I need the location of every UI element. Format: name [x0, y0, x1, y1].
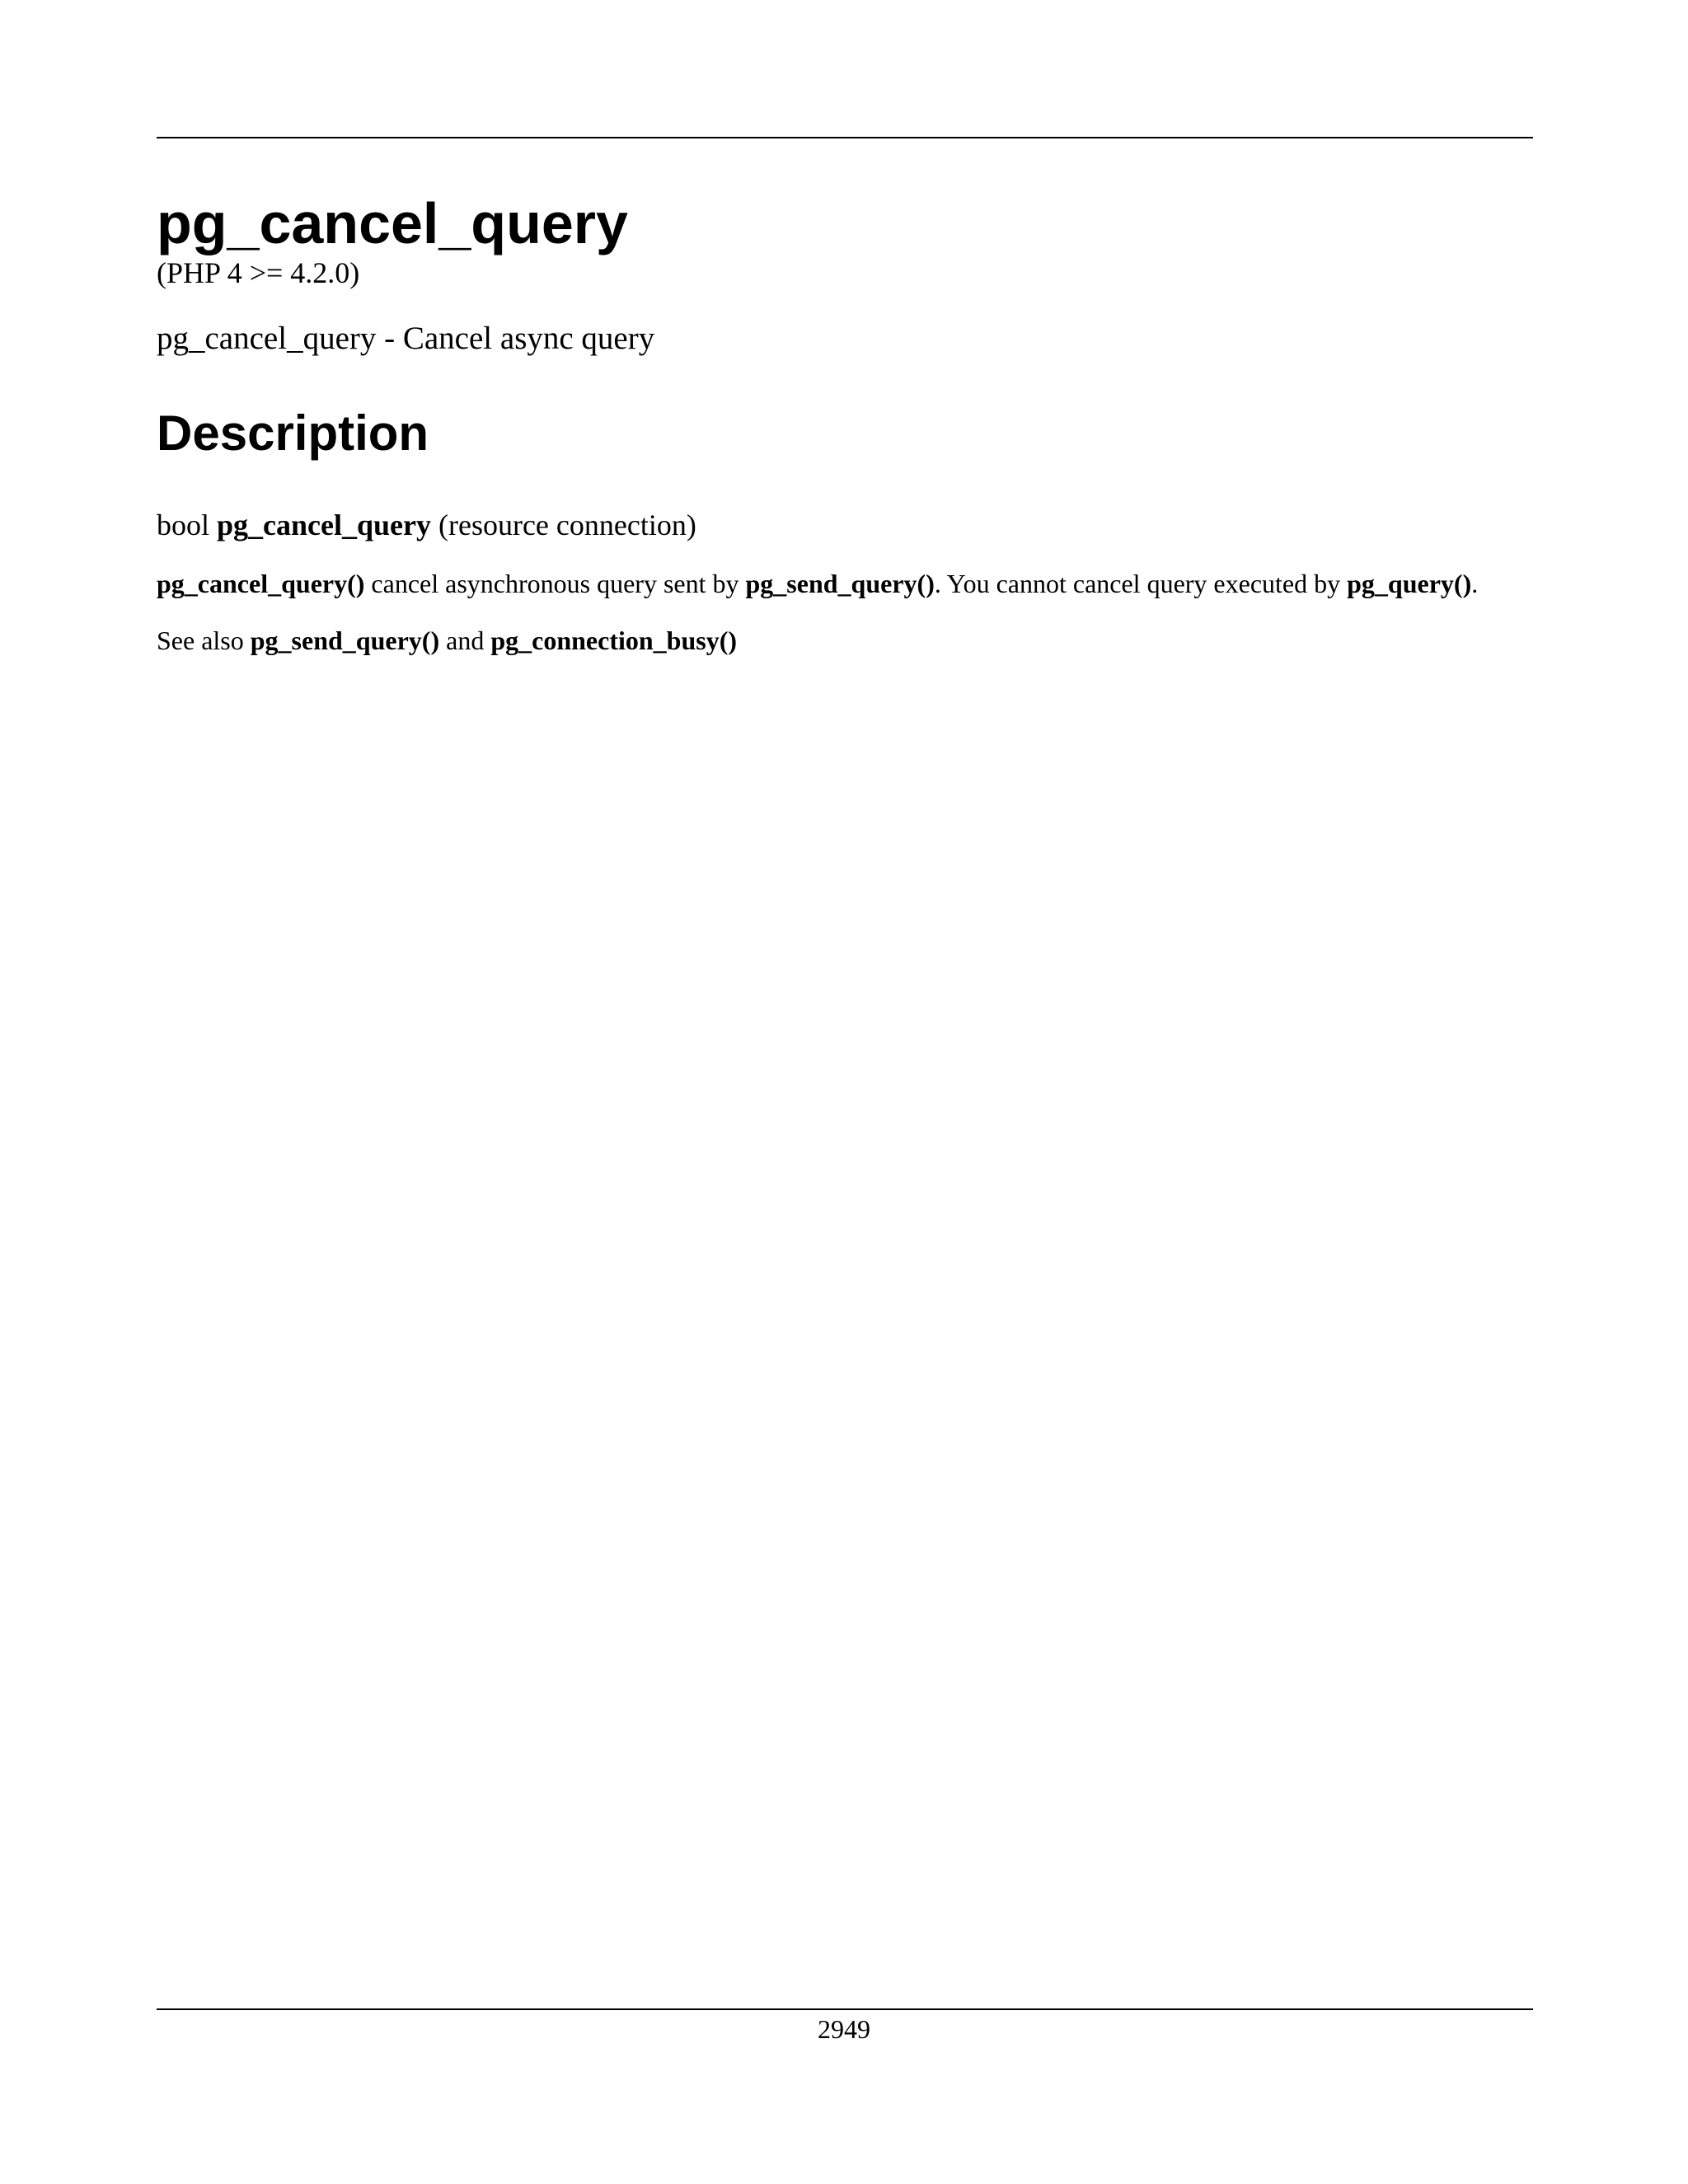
return-type: bool: [157, 509, 210, 542]
description-text-2: . You cannot cancel query executed by: [934, 568, 1348, 598]
page-number: 2949: [818, 2014, 870, 2044]
description-text-3: .: [1471, 568, 1479, 598]
function-synopsis: [157, 508, 1533, 543]
footer-rule: [157, 2008, 1533, 2010]
func-ref-pg-send-query: pg_send_query(): [745, 568, 935, 598]
refname-line: pg_cancel_query - Cancel async query: [157, 320, 655, 356]
document-body: [157, 186, 1533, 656]
page-title: pg_cancel_query: [157, 191, 628, 255]
see-also-paragraph: [157, 626, 1533, 656]
see-also-pg-connection-busy: pg_connection_busy(): [490, 625, 738, 655]
version-info: (PHP 4 >= 4.2.0): [157, 256, 360, 289]
func-ref-pg-cancel-query: pg_cancel_query(): [157, 568, 365, 598]
function-params: (resource connection): [438, 509, 696, 542]
section-title-description: Description: [157, 405, 429, 462]
see-also-conjunction: and: [439, 625, 491, 655]
header-rule: [157, 137, 1533, 138]
func-ref-pg-query: pg_query(): [1347, 568, 1472, 598]
description-paragraph: [157, 569, 1533, 599]
see-also-prefix: See also: [157, 625, 251, 655]
see-also-pg-send-query: pg_send_query(): [250, 625, 440, 655]
function-name: pg_cancel_query: [217, 509, 431, 542]
description-text-1: cancel asynchronous query sent by: [364, 568, 746, 598]
